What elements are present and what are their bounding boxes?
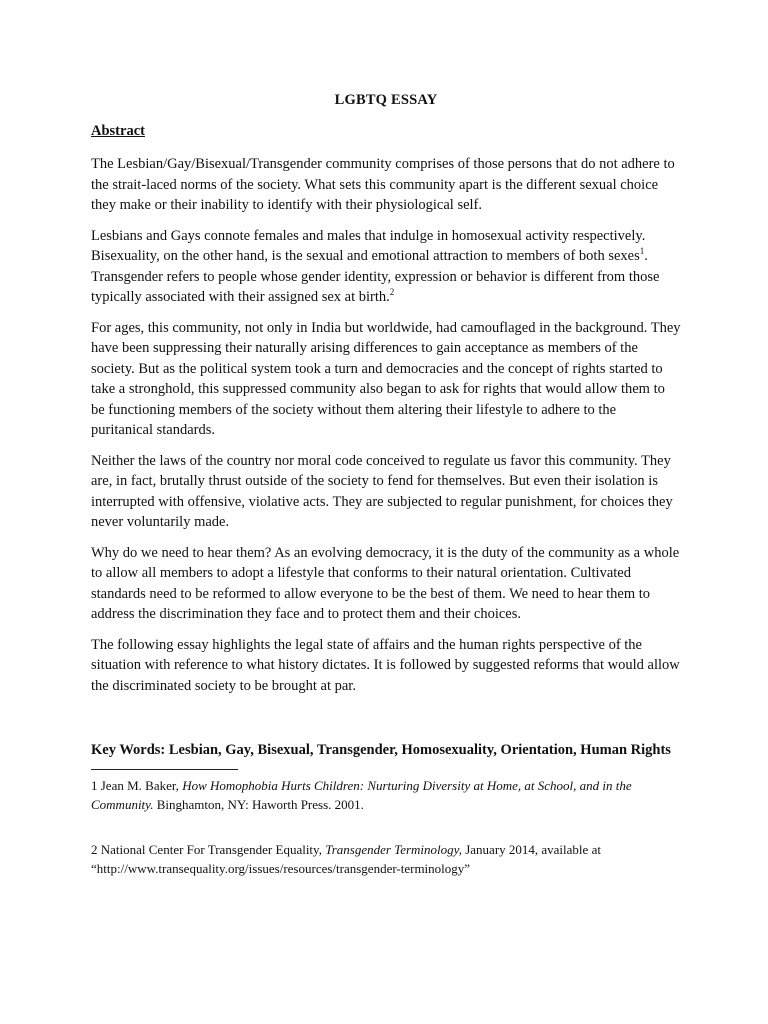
document-title: LGBTQ ESSAY <box>334 92 438 108</box>
footnote-2 <box>91 840 681 878</box>
paragraph-2 <box>91 226 681 308</box>
footnote-1-title: How Homophobia Hurts Children: Nurturing Diversity at Home, at School, and in the Community. <box>91 777 632 812</box>
footnote-divider <box>91 769 238 770</box>
footnote-2-suffix[interactable]: January 2014, available at “http://www.transequality.org/issues/resources/transgender-terminology” <box>91 841 601 876</box>
paragraph-4: Neither the laws of the country nor moral code conceived to regulate us favor this community. They are, in fact, brutally thrust outside of the society to fend for themselves. But even their isolation is interrupted with offensive, violative acts. They are subjected to regular punishment, for choices they never voluntarily made. <box>91 452 673 530</box>
keywords: Key Words: Lesbian, Gay, Bisexual, Transgender, Homosexuality, Orientation, Human Rights <box>91 742 671 758</box>
paragraph-6: The following essay highlights the legal state of affairs and the human rights perspective of the situation with reference to what history dictates. It is followed by suggested reforms that would allow the discriminated society to be brought at par. <box>91 636 680 694</box>
footnote-1-suffix: Binghamton, NY: Haworth Press. 2001. <box>153 796 364 812</box>
document-body <box>91 92 681 904</box>
footnote-2-prefix: 2 National Center For Transgender Equality, <box>91 841 326 857</box>
paragraph-1: The Lesbian/Gay/Bisexual/Transgender community comprises of those persons that do not adhere to the strait-laced norms of the society. What sets this community apart is the different sexual choice they make or their inability to identify with their physiological self. <box>91 156 675 213</box>
paragraph-2-part-a: Lesbians and Gays connote females and males that indulge in homosexual activity respectively. Bisexuality, on the other hand, is the sexual and emotional attraction to members of both sexes <box>91 227 646 264</box>
footnote-1-prefix: 1 Jean M. Baker, <box>91 777 183 793</box>
paragraph-5: Why do we need to hear them? As an evolving democracy, it is the duty of the community as a whole to allow all members to adopt a lifestyle that conforms to their natural orientation. Cultivated standards need to be reformed to allow everyone to be the best of them. We need to hear them to address the discrimination they face and to protect them and their choices. <box>91 544 680 622</box>
footnote-ref-2[interactable]: 2 <box>389 287 395 298</box>
abstract-heading: Abstract <box>91 123 145 139</box>
footnote-1 <box>91 776 681 814</box>
footnote-2-title: Transgender Terminology, <box>325 841 462 857</box>
paragraph-3: For ages, this community, not only in India but worldwide, had camouflaged in the background. They have been suppressing their naturally arising differences to gain acceptance as members of the society. But as the political system took a turn and democracies and the concept of rights started to take a stronghold, this suppressed community also began to ask for rights that would allow them to be functioning members of the society without them altering their lifestyle to adhere to the puritanical standards. <box>91 319 681 438</box>
paragraph-2-part-b: . Transgender refers to people whose gender identity, expression or behavior is different from those typically associated with their assigned sex at birth. <box>91 248 660 305</box>
footnote-ref-1[interactable]: 1 <box>639 246 645 257</box>
